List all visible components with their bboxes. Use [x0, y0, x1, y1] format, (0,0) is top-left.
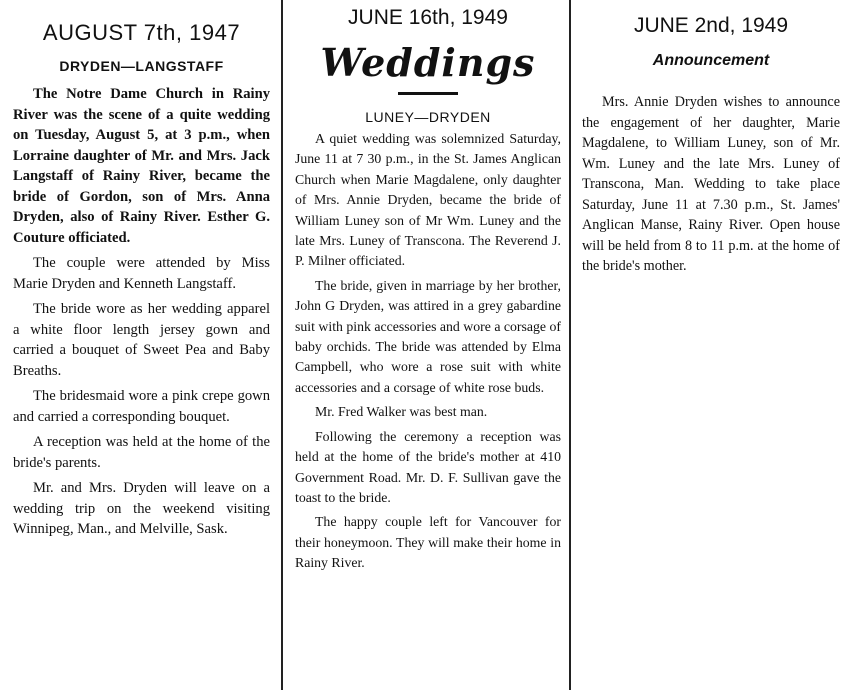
clipping-date: JUNE 16th, 1949 [348, 6, 508, 29]
article-heading: Announcement [652, 52, 770, 69]
article-paragraph: The happy couple left for Vancouver for their honeymoon. They will make their home in Rainy River. [295, 514, 561, 571]
article-paragraph: The Notre Dame Church in Rainy River was the scene of a quite wedding on Tuesday, August 5, at 3 p.m., when Lorraine daughter of Mr. and Mrs. Jack Langstaff of Rainy River, became the bride of Gordon, son of Mrs. Anna Dryden, also of Rainy River. Esther G. Couture officiated. [13, 86, 270, 246]
clipping-dryden-langstaff [0, 0, 280, 697]
column-divider [569, 0, 571, 690]
article-paragraph: A reception was held at the home of the bride's parents. [13, 434, 270, 471]
clipping-announcement [572, 0, 850, 697]
article-paragraph: The couple were attended by Miss Marie Dryden and Kenneth Langstaff. [13, 255, 270, 292]
article-paragraph: The bride wore as her wedding apparel a white floor length jersey gown and carried a bouquet of Sweet Pea and Baby Breaths. [13, 301, 270, 379]
article-paragraph: Mr. Fred Walker was best man. [315, 404, 488, 420]
article-heading: LUNEY—DRYDEN [365, 109, 491, 125]
article-paragraph: Mrs. Annie Dryden wishes to announce the engagement of her daughter, Marie Magdalene, to William Luney, son of Mr. Wm. Luney and the late Mrs. Luney of Transcona, Man. Wedding to take place Saturday, June 11 at 7.30 p.m., St. James' Anglican Manse, Rainy River. Open house will be held from 8 to 11 p.m. at the home of the bride's mother. [582, 94, 840, 274]
article-paragraph: A quiet wedding was solemnized Saturday, June 11 at 7 30 p.m., in the St. James Anglican Church when Marie Magdalene, only daughter of Mrs. Annie Dryden, became the bride of William Luney son of Mr Wm. Luney and the late Mrs. Luney of Transcona. The Reverend J. P. Milner officiated. [295, 131, 561, 269]
article-paragraph: Mr. and Mrs. Dryden will leave on a wedding trip on the weekend visiting Winnipeg, Man., and Melville, Sask. [13, 480, 270, 537]
article-paragraph: The bridesmaid wore a pink crepe gown and carried a corresponding bouquet. [13, 388, 270, 425]
section-title: Weddings [320, 40, 536, 85]
clipping-date: JUNE 2nd, 1949 [633, 14, 789, 37]
clipping-luney-dryden [283, 0, 569, 697]
title-underline [398, 92, 458, 95]
article-paragraph: The bride, given in marriage by her brother, John G Dryden, was attired in a grey gabardine suit with pink accessories and wore a corsage of baby orchids. The bride was attended by Elma Campbell, who wore a rose suit with white accessories and a corsage of white rose buds. [295, 277, 561, 395]
clipping-date: AUGUST 7th, 1947 [42, 20, 241, 45]
article-paragraph: Following the ceremony a reception was held at the home of the bride's mother at 410 Government Road. Mr. D. F. Sullivan gave the toast to the bride. [295, 428, 561, 505]
article-heading: DRYDEN—LANGSTAFF [59, 58, 224, 74]
